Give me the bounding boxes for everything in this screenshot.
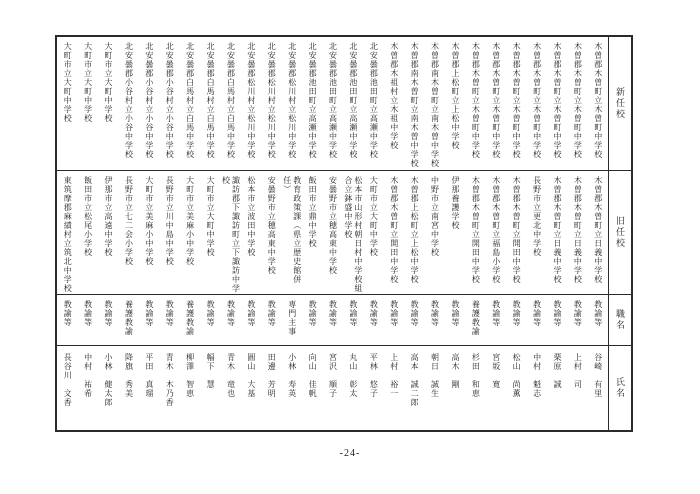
cell-name-text: 上村 裕一 [389,353,399,398]
cell-new-school-text: 木曽郡木曽町立木曽町中学校 [471,42,481,159]
cell-new-school [57,37,77,170]
cell-name [282,346,302,430]
cell-name-text: 朝日 誠生 [430,353,440,398]
cell-old-school [363,171,383,294]
cell-new-school [261,37,281,170]
cell-title [57,295,77,345]
cell-title-text: 教諭等 [573,300,583,327]
cell-old-school [179,171,199,294]
cell-name [526,346,546,430]
cell-title [179,295,199,345]
cell-old-school-text: 木曽郡木曽町立開田中学校 [389,176,399,284]
cell-name [506,346,526,430]
cell-old-school-text: 安曇野市立穂高東中学校 [328,176,338,275]
cell-title [547,295,567,345]
cell-title [159,295,179,345]
cell-new-school [486,37,506,170]
cell-old-school [98,171,118,294]
cell-new-school [241,37,261,170]
cell-new-school-text: 北安曇郡松川村立松川中学校 [267,42,277,159]
cell-title-text: 教諭等 [144,300,154,327]
cell-new-school-text: 北安曇郡池田町立高瀬中学校 [348,42,358,159]
cell-name-text: 柳澤 智恵 [185,353,195,398]
cell-new-school [445,37,465,170]
cell-name-text: 高木 剛 [450,353,460,389]
cell-name [363,346,383,430]
cell-new-school-text: 大町市立大町中学校 [63,42,73,123]
cell-title [77,295,97,345]
row-header-name [609,345,631,430]
cell-name [547,346,567,430]
cell-title [200,295,220,345]
cell-old-school-text: 飯田市立松尾小学校 [83,176,93,257]
cell-title [567,295,587,345]
cell-name-text: 降旗 秀美 [124,353,134,398]
old-school-row [57,170,608,294]
cell-title [363,295,383,345]
cell-title [139,295,159,345]
cell-old-school-text: 松本市立波田中学校 [246,176,256,257]
cell-title-text: 教諭等 [593,300,603,327]
cell-title [588,295,608,345]
cell-new-school [343,37,363,170]
cell-new-school-text: 北安曇郡池田町立高瀬中学校 [308,42,318,159]
cell-new-school-text: 木曽郡木祖村立木祖中学校 [389,42,399,150]
cell-new-school [526,37,546,170]
cell-old-school [445,171,465,294]
cell-new-school [159,37,179,170]
cell-new-school [588,37,608,170]
cell-title-text: 教諭等 [246,300,256,327]
cell-title-text: 教諭等 [308,300,318,327]
cell-new-school-text: 北安曇郡白馬村立白馬中学校 [185,42,195,159]
cell-title-text: 養護教諭 [124,300,134,336]
cell-title-text: 教諭等 [532,300,542,327]
cell-title-text: 教諭等 [104,300,114,327]
row-header-old-school-label: 旧任校 [615,216,625,249]
cell-title-text: 教諭等 [389,300,399,327]
cell-old-school [282,171,302,294]
cell-name [57,346,77,430]
cell-name [118,346,138,430]
cell-new-school-text: 大町市立大町中学校 [104,42,114,123]
cell-title [322,295,342,345]
cell-new-school-text: 大町市立大町中学校 [83,42,93,123]
cell-title [261,295,281,345]
cell-new-school-text: 木曽郡上松町立上松中学校 [450,42,460,150]
cell-name-text: 宮坂 寛 [491,353,501,389]
cell-name-text: 杉田 和恵 [471,353,481,398]
cell-title-text: 教諭等 [226,300,236,327]
cell-name-text: 谷崎 有里 [593,353,603,398]
cell-name [445,346,465,430]
cell-title-text: 養護教諭 [185,300,195,336]
cell-new-school-text: 木曽郡木曽町立木曽町中学校 [512,42,522,159]
cell-old-school [77,171,97,294]
cell-new-school [322,37,342,170]
cell-old-school [465,171,485,294]
cell-new-school-text: 北安曇郡小谷村立小谷中学校 [144,42,154,159]
cell-new-school-text: 木曽郡木曽町立木曽町中学校 [593,42,603,159]
cell-old-school [343,171,363,294]
cell-new-school [118,37,138,170]
cell-old-school-text: 長野市立更北中学校 [532,176,542,257]
cell-title-text: 教諭等 [552,300,562,327]
cell-old-school [139,171,159,294]
cell-name [261,346,281,430]
cell-name [159,346,179,430]
cell-title-text: 教諭等 [410,300,420,327]
cell-title [98,295,118,345]
cell-name-text: 圓山 大基 [246,353,256,398]
cell-title-text: 教諭等 [328,300,338,327]
cell-new-school-text: 北安曇郡白馬村立白馬中学校 [226,42,236,159]
cell-new-school-text: 北安曇郡池田町立高瀬中学校 [369,42,379,159]
cell-old-school-text: 諏訪郡下諏訪町立下諏訪中学校 [221,176,241,293]
page-number: -24- [339,448,361,459]
cell-name-text: 青木 木乃香 [165,353,175,407]
cell-old-school [220,171,240,294]
cell-title [220,295,240,345]
cell-old-school-text: 木曽郡木曽町立日義中学校 [552,176,562,284]
cell-name-text: 中村 魁志 [532,353,542,398]
cell-old-school-text: 中野市立南宮中学校 [430,176,440,257]
cell-title [424,295,444,345]
personnel-transfer-table [55,35,633,432]
cell-old-school-text: 伊那市立高遠中学校 [104,176,114,257]
row-header-new-school-label: 新任校 [615,87,625,120]
cell-new-school [98,37,118,170]
cell-name-text: 平林 悠子 [369,353,379,398]
cell-name-text: 長谷川 文香 [63,353,73,407]
cell-new-school [200,37,220,170]
cell-name-text: 田邊 芳明 [267,353,277,398]
cell-new-school [547,37,567,170]
cell-title-text: 教諭等 [206,300,216,327]
cell-name-text: 丸山 彰太 [348,353,358,398]
new-school-row [57,37,608,170]
cell-new-school-text: 北安曇郡池田町立高瀬中学校 [328,42,338,159]
cell-title [404,295,424,345]
cell-name [77,346,97,430]
cell-name [486,346,506,430]
cell-title-text: 教諭等 [450,300,460,327]
cell-old-school-text: 木曽郡木曽町立開田中学校 [471,176,481,284]
cell-old-school [241,171,261,294]
cell-old-school [200,171,220,294]
cell-old-school [588,171,608,294]
cell-title-text: 教諭等 [512,300,522,327]
cell-old-school [567,171,587,294]
cell-old-school [547,171,567,294]
cell-title-text: 教諭等 [63,300,73,327]
cell-new-school [567,37,587,170]
cell-title-text: 養護教諭 [471,300,481,336]
cell-name [139,346,159,430]
cell-new-school [139,37,159,170]
cell-old-school-text: 大町市立美麻小中学校 [185,176,195,266]
cell-old-school-text: 東筑摩郡麻績村立筑北中学校 [63,176,73,293]
cell-new-school [404,37,424,170]
cell-old-school-text: 大町市立美麻小中学校 [144,176,154,266]
cell-title [445,295,465,345]
cell-name-text: 栗原 誠 [552,353,562,389]
cell-title-text: 教諭等 [369,300,379,327]
cell-new-school-text: 北安曇郡松川村立松川中学校 [287,42,297,159]
cell-name-text: 高本 誠二郎 [410,353,420,407]
cell-old-school [506,171,526,294]
cell-name-text: 宮沢 順子 [328,353,338,398]
cell-old-school-text: 松本市山形村朝日村中学校組合立鉢盛中学校 [343,176,363,293]
cell-title-text: 教諭等 [165,300,175,327]
cell-old-school-text: 安曇野市立穂高東中学校 [267,176,277,275]
cell-old-school-text: 飯田市立鼎中学校 [308,176,318,248]
cell-old-school-text: 木曽郡木曽町立開田中学校 [512,176,522,284]
cell-old-school [384,171,404,294]
cell-name [241,346,261,430]
cell-old-school-text: 大町市立大町中学校 [369,176,379,257]
cell-new-school [77,37,97,170]
cell-old-school [404,171,424,294]
cell-name [424,346,444,430]
cell-new-school [363,37,383,170]
cell-name-text: 小林 健太郎 [104,353,114,407]
cell-new-school-text: 北安曇郡小谷村立小谷中学校 [165,42,175,159]
cell-title [506,295,526,345]
cell-title [343,295,363,345]
cell-new-school-text: 北安曇郡白馬村立白馬中学校 [206,42,216,159]
cell-name [465,346,485,430]
cell-new-school-text: 木曽郡木曽町立木曽町中学校 [573,42,583,159]
cell-title [302,295,322,345]
cell-name [98,346,118,430]
cell-name [220,346,240,430]
cell-new-school-text: 北安曇郡小谷村立小谷中学校 [124,42,134,159]
cell-new-school-text: 木曽郡南木曽町立南木曽中学校 [410,42,420,168]
cell-name-text: 上村 司 [573,353,583,389]
cell-name [200,346,220,430]
cell-name [343,346,363,430]
row-header-old-school [609,170,631,294]
cell-new-school-text: 木曽郡南木曽町立南木曽中学校 [430,42,440,168]
cell-old-school [57,171,77,294]
cell-title [526,295,546,345]
cell-name-text: 青木 竜也 [226,353,236,398]
cell-name [179,346,199,430]
title-row [57,294,608,345]
cell-old-school [424,171,444,294]
cell-new-school [506,37,526,170]
cell-title [384,295,404,345]
row-header-name-label: 氏名 [615,377,625,399]
cell-title [465,295,485,345]
cell-old-school-text: 木曽郡木曽町立日義中学校 [573,176,583,284]
cell-old-school [302,171,322,294]
cell-title-text: 教諭等 [491,300,501,327]
cell-name [384,346,404,430]
cell-new-school [179,37,199,170]
cell-old-school-text: 木曽郡木曽町立福島小学校 [491,176,501,284]
cell-title-text: 教諭等 [430,300,440,327]
row-header-title-label: 職名 [615,309,625,331]
cell-title [241,295,261,345]
cell-name [588,346,608,430]
cell-new-school [220,37,240,170]
cell-name-text: 中村 祐希 [83,353,93,398]
table-data-area [57,37,608,430]
cell-old-school [118,171,138,294]
row-header-column [608,37,631,430]
cell-old-school-text: 教育政策課（県立歴史館併任） [282,176,302,284]
cell-new-school [302,37,322,170]
row-header-title [609,294,631,345]
cell-old-school [159,171,179,294]
cell-new-school-text: 木曽郡木曽町立木曽町中学校 [552,42,562,159]
cell-old-school [261,171,281,294]
cell-title [118,295,138,345]
cell-title [282,295,302,345]
cell-new-school-text: 木曽郡木曽町立木曽町中学校 [491,42,501,159]
cell-name-text: 幅下 慧 [206,353,216,389]
cell-title-text: 専門主事 [287,300,297,336]
cell-old-school-text: 木曽郡木曽町立日義中学校 [593,176,603,284]
cell-name-text: 向山 佳帆 [308,353,318,398]
cell-name-text: 平田 真瑠 [144,353,154,398]
cell-title-text: 教諭等 [83,300,93,327]
cell-name [302,346,322,430]
cell-name [567,346,587,430]
cell-old-school-text: 長野市立七二会小学校 [124,176,134,266]
cell-title-text: 教諭等 [348,300,358,327]
cell-new-school [384,37,404,170]
row-header-new-school [609,37,631,170]
cell-old-school [526,171,546,294]
cell-new-school [424,37,444,170]
cell-old-school [322,171,342,294]
name-row [57,345,608,430]
cell-old-school-text: 伊那養護学校 [450,176,460,230]
cell-new-school-text: 北安曇郡松川村立松川中学校 [246,42,256,159]
cell-new-school-text: 木曽郡木曽町立木曽町中学校 [532,42,542,159]
cell-name-text: 松山 尚薫 [512,353,522,398]
cell-old-school-text: 長野市立川中島中学校 [165,176,175,266]
cell-old-school-text: 木曽郡上松町立上松中学校 [410,176,420,284]
cell-name-text: 小林 寿英 [287,353,297,398]
cell-name [322,346,342,430]
cell-old-school-text: 大町市立大町中学校 [206,176,216,257]
cell-name [404,346,424,430]
cell-title-text: 教諭等 [267,300,277,327]
cell-old-school [486,171,506,294]
cell-title [486,295,506,345]
cell-new-school [282,37,302,170]
cell-new-school [465,37,485,170]
